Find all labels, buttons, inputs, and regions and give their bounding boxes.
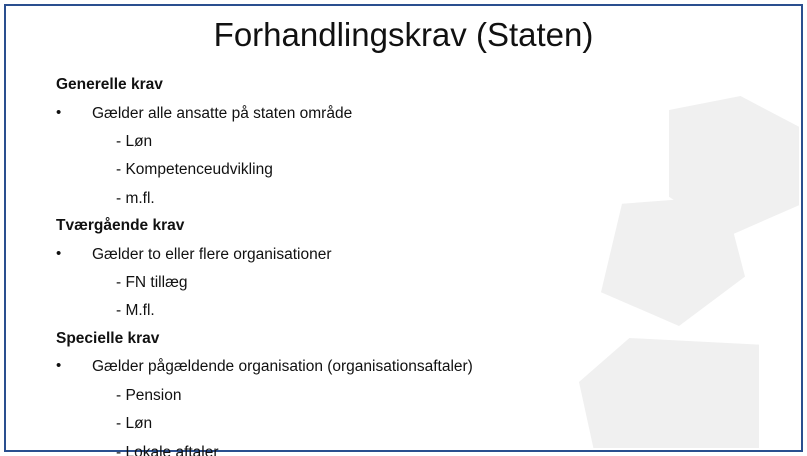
section-heading: Specielle krav: [56, 329, 160, 347]
sub-list-item: - Lokale aftaler: [116, 443, 219, 456]
sub-list-item: - Pension: [116, 386, 182, 404]
bullet-text: Gælder pågældende organisation (organisationsaftaler): [92, 358, 473, 376]
bullet-text: Gælder alle ansatte på staten område: [92, 104, 353, 122]
sub-list-item: - Løn: [116, 415, 153, 433]
sub-list-item: - Løn: [116, 132, 153, 150]
bullet-marker-icon: •: [56, 244, 62, 262]
bullet-marker-icon: •: [56, 357, 62, 375]
slide-content: [0, 76, 807, 456]
section-heading: Generelle krav: [56, 76, 163, 93]
content-group-tvaergaaende: [56, 217, 807, 321]
bullet-item: [56, 357, 807, 376]
content-group-specielle: [56, 330, 807, 456]
bullet-item: [56, 245, 807, 264]
page-title: Forhandlingskrav (Staten): [213, 16, 594, 53]
sub-list-item: - FN tillæg: [116, 274, 188, 292]
content-group-generelle: [56, 76, 807, 208]
bullet-text: Gælder to eller flere organisationer: [92, 245, 332, 263]
section-heading: Tværgående krav: [56, 217, 185, 235]
sub-list-item: - Kompetenceudvikling: [116, 161, 273, 179]
sub-list-item: - M.fl.: [116, 302, 155, 320]
bullet-marker-icon: •: [56, 103, 62, 121]
sub-list-item: - m.fl.: [116, 189, 155, 207]
bullet-item: [56, 104, 807, 123]
